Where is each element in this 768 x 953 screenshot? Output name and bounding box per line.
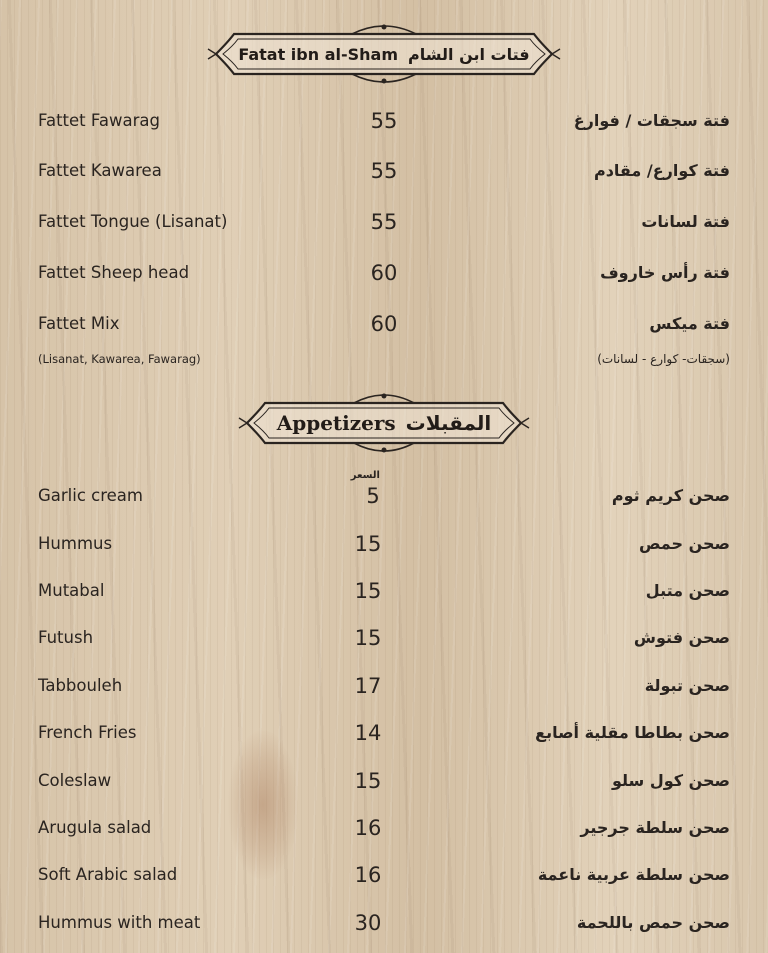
item-name-ar: صحن تبولة (644, 676, 730, 695)
menu-item-row (0, 860, 768, 890)
menu-item-row (0, 529, 768, 559)
price-column-header: السعر (350, 470, 380, 481)
menu-item-row (0, 481, 768, 511)
menu-item-row (0, 623, 768, 653)
item-name-ar: صحن كريم ثوم (611, 486, 730, 505)
menu-item-row (0, 576, 768, 606)
item-price: 16 (354, 863, 382, 887)
menu-item-row (0, 813, 768, 843)
menu-item-row (0, 718, 768, 748)
item-name-en: Fattet Tongue (Lisanat) (38, 212, 228, 231)
section-title-ar: فتات ابن الشام (408, 44, 530, 64)
section-banner-appetizers (0, 383, 768, 463)
item-name-en: Mutabal (38, 581, 105, 600)
section-banner-fatat (0, 14, 768, 94)
item-name-ar: صحن متبل (645, 581, 730, 600)
mix-note-en: (Lisanat, Kawarea, Fawarag) (38, 352, 201, 366)
item-name-ar: فتة ميكس (649, 314, 730, 333)
item-name-ar: فتة سجقات / فوارغ (573, 111, 730, 130)
item-name-en: Fattet Sheep head (38, 263, 190, 282)
item-price: 55 (370, 159, 398, 183)
menu-item-row (0, 309, 768, 339)
mix-note-ar: (سجقات- كوارع - لسانات) (597, 352, 730, 366)
item-name-en: Fattet Fawarag (38, 111, 160, 130)
item-price: 16 (354, 816, 382, 840)
item-name-ar: صحن حمص باللحمة (576, 913, 730, 932)
item-name-en: Fattet Kawarea (38, 161, 162, 180)
item-name-ar: صحن فتوش (633, 628, 730, 647)
item-price: 55 (370, 109, 398, 133)
item-price: 15 (354, 626, 382, 650)
item-name-en: Futush (38, 628, 94, 647)
item-price: 30 (354, 911, 382, 935)
menu-item-row (0, 156, 768, 186)
item-name-ar: فتة رأس خاروف (600, 263, 730, 282)
item-price: 15 (354, 532, 382, 556)
item-name-ar: صحن سلطة جرجير (580, 818, 730, 837)
item-price: 60 (370, 261, 398, 285)
item-price: 14 (354, 721, 382, 745)
section-title-ar: المقبلات (405, 411, 492, 435)
item-name-en: Garlic cream (38, 486, 143, 505)
item-name-en: French Fries (38, 723, 137, 742)
item-name-en: Soft Arabic salad (38, 865, 178, 884)
item-name-en: Coleslaw (38, 771, 112, 790)
section-title-en: Appetizers (276, 411, 396, 435)
section-title-en: Fatat ibn al-Sham (238, 44, 398, 64)
item-price: 15 (354, 579, 382, 603)
menu-item-row (0, 908, 768, 938)
item-name-en: Fattet Mix (38, 314, 120, 333)
item-name-ar: صحن كول سلو (611, 771, 730, 790)
menu-item-row (0, 207, 768, 237)
item-name-en: Hummus with meat (38, 913, 201, 932)
menu-item-row (0, 106, 768, 136)
item-name-ar: صحن حمص (638, 534, 730, 553)
menu-item-row (0, 671, 768, 701)
item-name-en: Arugula salad (38, 818, 152, 837)
item-name-en: Hummus (38, 534, 113, 553)
wood-knot (228, 730, 298, 880)
item-price: 17 (354, 674, 382, 698)
item-name-ar: فتة لسانات (641, 212, 730, 231)
item-price: 55 (370, 210, 398, 234)
menu-item-row (0, 766, 768, 796)
menu-item-row (0, 258, 768, 288)
item-price: 15 (354, 769, 382, 793)
item-price: 5 (366, 484, 380, 508)
item-name-en: Tabbouleh (38, 676, 123, 695)
item-price: 60 (370, 312, 398, 336)
item-name-ar: صحن سلطة عربية ناعمة (537, 865, 730, 884)
item-name-ar: فتة كوارع/ مقادم (593, 161, 730, 180)
item-name-ar: صحن بطاطا مقلية أصابع (535, 723, 730, 742)
